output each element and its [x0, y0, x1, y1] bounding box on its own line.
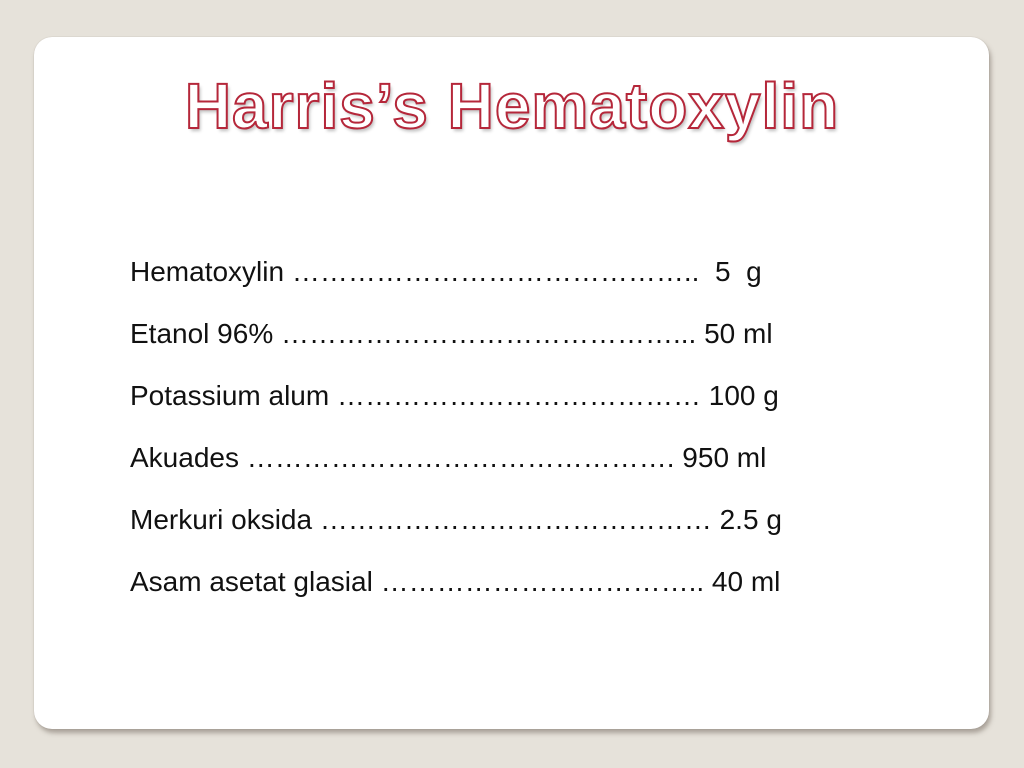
ingredient-list [130, 252, 782, 624]
ingredient-hematoxylin: Hematoxylin …………………………………….. 5 g [130, 256, 762, 287]
ingredient-merkuri-oksida: Merkuri oksida …………………………………… 2.5 g [130, 504, 782, 535]
ingredient-etanol: Etanol 96% ……………………………………... 50 ml [130, 318, 773, 349]
ingredient-potassium-alum: Potassium alum ………………………………… 100 g [130, 380, 779, 411]
slide-title: Harris’s Hematoxylin [184, 70, 840, 142]
ingredient-asam-asetat-glasial: Asam asetat glasial …………………………….. 40 ml [130, 566, 781, 597]
ingredient-akuades: Akuades ………………………………………. 950 ml [130, 442, 767, 473]
